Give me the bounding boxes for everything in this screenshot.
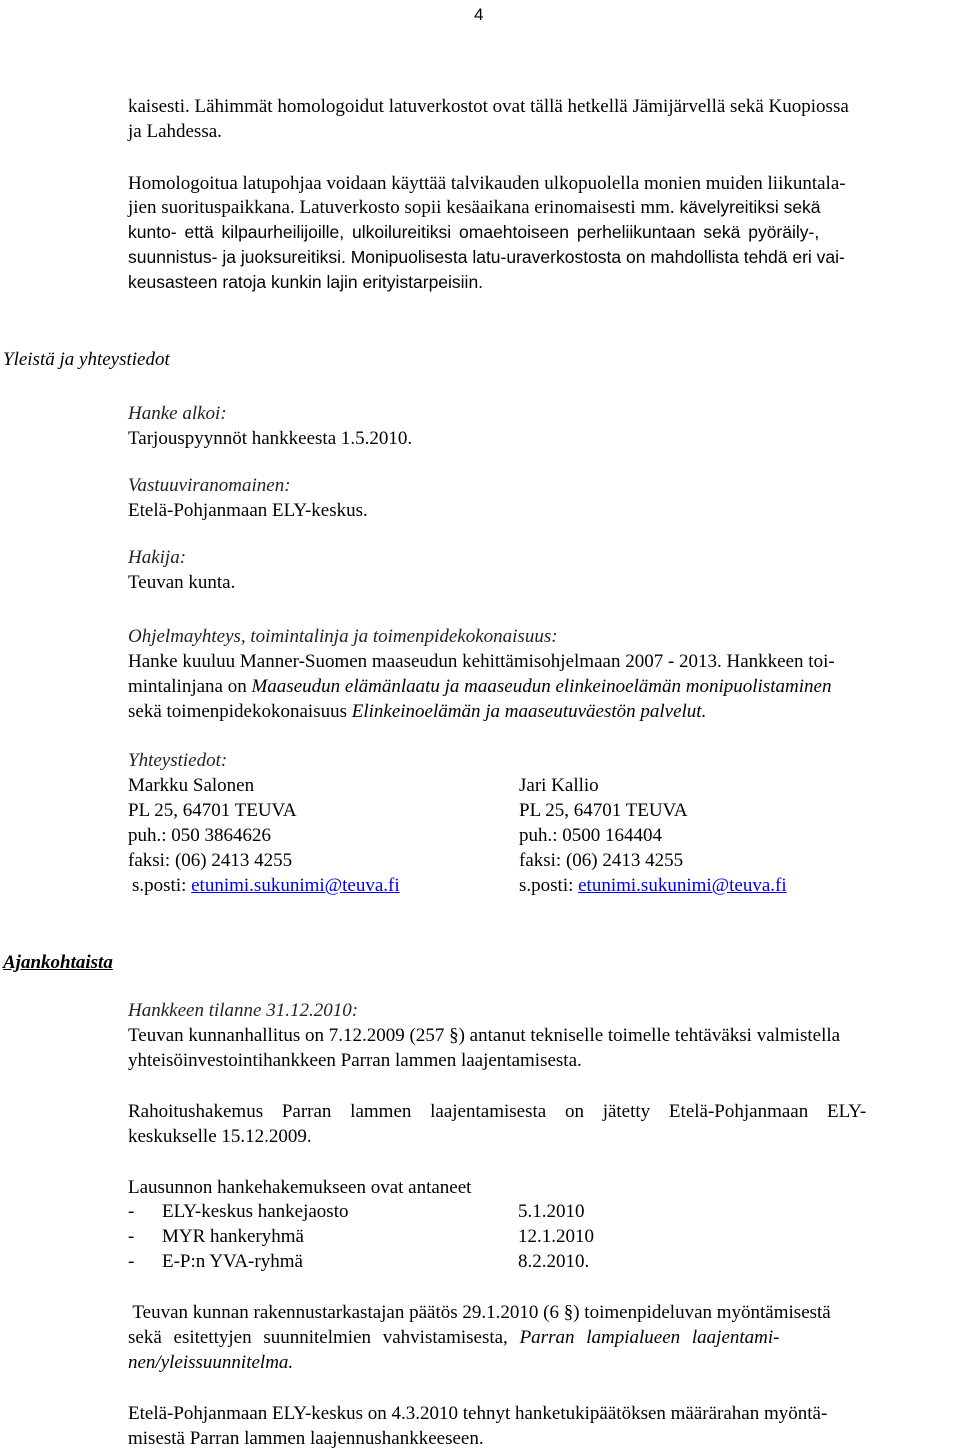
statement-dash: - (128, 1201, 135, 1222)
statement-date: 5.1.2010 (518, 1201, 585, 1222)
statement-date: 8.2.2010. (518, 1251, 590, 1272)
applicant-value: Teuvan kunta. (128, 572, 236, 593)
statement-dash: - (128, 1226, 135, 1247)
status-line2: yhteisöinvestointihankkeen Parran lammen laajentamisesta. (128, 1050, 582, 1071)
decision-line1: Teuvan kunnan rakennustarkastajan päätös 29.1.2010 (6 §) toimenpideluvan myöntämisestä (128, 1302, 831, 1323)
start-value: Tarjouspyynnöt hankkeesta 1.5.2010. (128, 428, 413, 449)
ely-line1: Etelä-Pohjanmaan ELY-keskus on 4.3.2010 tehnyt hanketukipäätöksen määrärahan myöntä- (128, 1403, 828, 1424)
program-line2a: mintalinjana on (128, 676, 252, 697)
statement-name: ELY-keskus hankejaosto (162, 1201, 349, 1222)
contact-2-name: Jari Kallio (519, 775, 599, 796)
statement-name: E-P:n YVA-ryhmä (162, 1251, 303, 1272)
program-line3 (128, 699, 706, 724)
contact-2-email-prefix: s.posti: (519, 875, 579, 896)
decision-line2a: sekä esitettyjen suunnitelmien vahvistamisesta, (128, 1327, 520, 1348)
intro-p2-line5: keusasteen ratoja kunkin lajin erityistarpeisiin. (128, 272, 484, 292)
intro-p2-line4: suunnistus- ja juoksureitiksi. Monipuolisesta latu-uraverkostosta on mahdollista tehdä eri vai- (128, 247, 845, 267)
contact-2-phone: puh.: 0500 164404 (519, 825, 663, 846)
page-number: 4 (474, 5, 484, 24)
contact-1-name: Markku Salonen (128, 775, 255, 796)
contact-2-email-link[interactable]: etunimi.sukunimi@teuva.fi (578, 875, 787, 896)
contact-2-fax: faksi: (06) 2413 4255 (519, 850, 684, 871)
contact-1-email-prefix: s.posti: (132, 875, 192, 896)
statement-row (128, 1199, 648, 1224)
program-line2b: Maaseudun elämänlaatu ja maaseudun elinkeinoelämän monipuolistaminen (251, 676, 832, 697)
program-line3a: sekä toimenpidekokonaisuus (128, 701, 352, 722)
program-line1: Hanke kuuluu Manner-Suomen maaseudun kehittämisohjelmaan 2007 - 2013. Hankkeen toi- (128, 651, 835, 672)
intro-p1-line2: ja Lahdessa. (128, 121, 222, 142)
authority-label: Vastuuviranomainen: (128, 475, 291, 496)
intro-p2-line3: kunto- että kilpaurheilijoille, ulkoilureitiksi omaehtoiseen perheliikuntaan sekä pyöräily-, (128, 222, 820, 242)
section-heading-general: Yleistä ja yhteystiedot (3, 349, 170, 370)
statements-intro: Lausunnon hankehakemukseen ovat antaneet (128, 1177, 472, 1198)
intro-p1-line1: kaisesti. Lähimmät homologoidut latuverkostot ovat tällä hetkellä Jämijärvellä sekä Kuopiossa (128, 96, 849, 117)
decision-line3: nen/yleissuunnitelma. (128, 1352, 294, 1373)
intro-p2-line2b: kävelyreitiksi sekä (674, 197, 821, 217)
statement-dash: - (128, 1251, 135, 1272)
program-label: Ohjelmayhteys, toimintalinja ja toimenpidekokonaisuus: (128, 626, 558, 647)
status-line1: Teuvan kunnanhallitus on 7.12.2009 (257 §) antanut tekniselle toimelle tehtäväksi valmistella (128, 1025, 841, 1046)
funding-line1: Rahoitushakemus Parran lammen laajentamisesta on jätetty Etelä-Pohjanmaan ELY- (128, 1101, 867, 1122)
ely-line2: misestä Parran lammen laajennushankkeeseen. (128, 1428, 484, 1449)
intro-p2-line1: Homologoitua latupohjaa voidaan käyttää talvikauden ulkopuolella monien muiden liikuntala- (128, 173, 846, 194)
start-label: Hanke alkoi: (128, 403, 227, 424)
contact-1-address: PL 25, 64701 TEUVA (128, 800, 297, 821)
funding-line2: keskukselle 15.12.2009. (128, 1126, 312, 1147)
program-line3b: Elinkeinoelämän ja maaseutuväestön palvelut. (351, 701, 707, 722)
statement-row (128, 1224, 648, 1249)
statement-row (128, 1249, 648, 1274)
statement-date: 12.1.2010 (518, 1226, 594, 1247)
applicant-label: Hakija: (128, 547, 187, 568)
program-line2 (128, 674, 831, 699)
contact-2-address: PL 25, 64701 TEUVA (519, 800, 688, 821)
contact-1-email-link[interactable]: etunimi.sukunimi@teuva.fi (191, 875, 400, 896)
contact-1-email-row (132, 873, 400, 898)
contacts-label: Yhteystiedot: (128, 750, 228, 771)
contact-1-phone: puh.: 050 3864626 (128, 825, 272, 846)
intro-p2-line2a: jien suorituspaikkana. Latuverkosto sopii kesäaikana erinomaisesti mm. (128, 197, 675, 218)
authority-value: Etelä-Pohjanmaan ELY-keskus. (128, 500, 368, 521)
decision-line2b: Parran lampialueen laajentami- (519, 1327, 780, 1348)
contact-2-email-row (519, 873, 787, 898)
status-label: Hankkeen tilanne 31.12.2010: (128, 1000, 359, 1021)
decision-line2 (128, 1325, 779, 1350)
contact-1-fax: faksi: (06) 2413 4255 (128, 850, 293, 871)
intro-p2-line2 (128, 195, 821, 220)
statement-name: MYR hankeryhmä (162, 1226, 304, 1247)
section-heading-current: Ajankohtaista (3, 952, 113, 973)
